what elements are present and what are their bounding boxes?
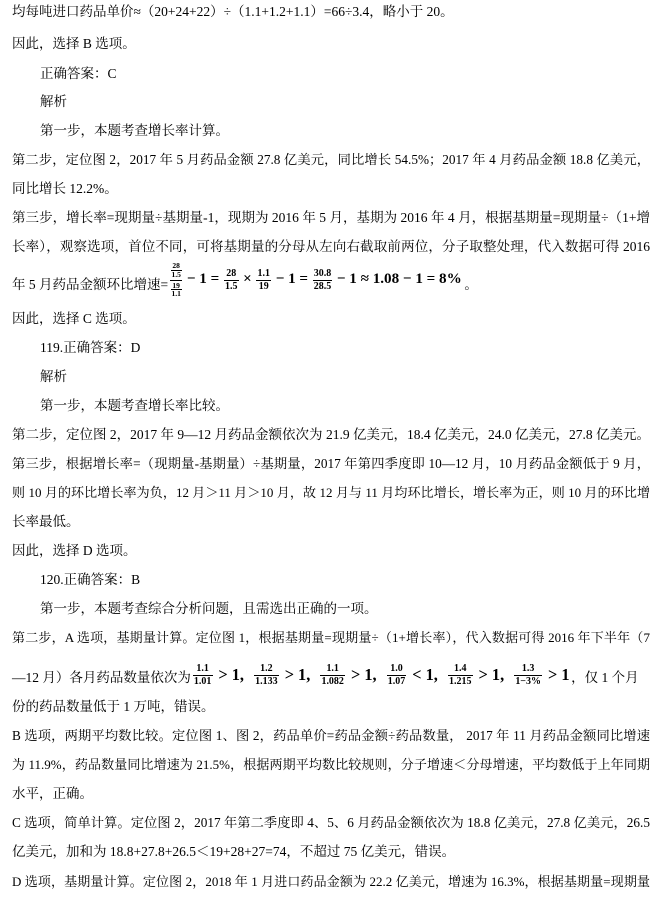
comparison: < 1,	[412, 664, 438, 684]
step-one-line: 第一步，本题考查增长率计算。	[40, 123, 229, 138]
fraction-denominator: 1.082	[321, 675, 344, 687]
fraction-numerator: 1.2	[254, 663, 279, 675]
step-three-continuation: 长率最低。	[12, 514, 80, 529]
option-a-line: 第二步，A 选项，基期量计算。定位图 1，根据基期量=现期量÷（1+增长率），代入数据可得 2016 年下半年（7	[12, 630, 650, 645]
comparison: > 1,	[218, 664, 245, 684]
formula-prefix: —12 月）各月药品数量依次为	[12, 670, 191, 685]
step-three-continuation: 长率），观察选项，首位不同，可将基期量的分母从左向右截取前两位，分子取整处理，代入数据可得 2016	[12, 239, 650, 254]
fraction	[514, 663, 542, 687]
conclusion-line: 因此，选择 D 选项。	[12, 543, 137, 558]
analysis-label: 解析	[40, 94, 67, 109]
fraction	[224, 268, 239, 292]
fraction	[254, 663, 279, 687]
answer-heading: 119.正确答案：D	[40, 340, 141, 355]
fraction-numerator: 1.1	[320, 663, 345, 675]
formula-result: − 1 ≈ 1.08 − 1 = 8%	[336, 271, 462, 288]
fraction-denominator: 1.07	[387, 675, 406, 687]
conclusion-line: 因此，选择 B 选项。	[12, 36, 136, 51]
fraction	[387, 663, 407, 687]
answer-heading: 120.正确答案：B	[40, 572, 141, 587]
multiply-operator: ×	[243, 271, 252, 288]
answer-heading: 正确答案：C	[40, 66, 117, 81]
step-two-continuation: 同比增长 12.2%。	[12, 181, 118, 196]
option-c-line: C 选项，简单计算。定位图 2，2017 年第二季度即 4、5、6 月药品金额依次为 18.8 亿美元，27.8 亿美元，26.5	[12, 815, 650, 830]
option-b-continuation: 为 11.9%，药品数量同比增速为 21.5%，根据两期平均数比较规则，分子增速＜分母增速，平均数低于上年同期	[12, 757, 650, 772]
inner-fraction	[171, 282, 182, 299]
formula-term	[385, 663, 446, 687]
nested-fraction-denominator	[170, 281, 182, 299]
formula-term	[191, 663, 252, 687]
comparison: > 1,	[284, 664, 311, 684]
fraction-numerator: 1.3	[514, 663, 542, 675]
growth-rate-formula-line	[12, 260, 650, 299]
formula-term	[512, 663, 571, 687]
base-quantity-formula	[191, 663, 571, 687]
comparison: > 1,	[350, 664, 377, 684]
fraction-denominator: 1.01	[193, 675, 212, 687]
fraction-numerator: 1.1	[193, 663, 213, 675]
fraction	[193, 663, 213, 687]
fraction	[448, 663, 473, 687]
fraction-denominator: 1.5	[224, 280, 238, 292]
nested-fraction-numerator	[170, 262, 182, 281]
formula-term	[318, 663, 384, 687]
fraction-numerator: 1.0	[387, 663, 407, 675]
option-a-continuation: 份的药品数量低于 1 万吨，错误。	[12, 699, 215, 714]
step-three-line: 第三步，增长率=现期量÷基期量-1，现期为 2016 年 5 月，基期为 2016 年 4 月，根据基期量=现期量÷（1+增	[12, 210, 650, 225]
option-b-line: B 选项，两期平均数比较。定位图 1、图 2，药品单价=药品金额÷药品数量， 2017 年 11 月药品金额同比增速	[12, 728, 650, 743]
step-three-line: 第三步，根据增长率=（现期量-基期量）÷基期量，2017 年第四季度即 10—12 月，10 月药品金额低于 9 月，	[12, 456, 650, 471]
formula-term	[252, 663, 318, 687]
fraction-denominator: 1−3%	[515, 675, 541, 687]
analysis-label: 解析	[40, 369, 67, 384]
fraction	[320, 663, 345, 687]
fraction	[256, 268, 271, 292]
unit-price-calculation-line: 均每吨进口药品单价≈（20+24+22）÷（1.1+1.2+1.1）=66÷3.4，略小于 20。	[12, 4, 454, 19]
step-three-continuation: 则 10 月的环比增长率为负，12 月＞11 月＞10 月，故 12 月与 11 月均环比增长，增长率为正，则 10 月的环比增	[12, 485, 650, 500]
comparison: > 1,	[478, 664, 505, 684]
formula-suffix: ，仅 1 个月	[571, 670, 639, 685]
step-one-line: 第一步，本题考查综合分析问题，且需选出正确的一项。	[40, 601, 378, 616]
option-d-line: D 选项，基期量计算。定位图 2，2018 年 1 月进口药品金额为 22.2 亿美元，增速为 16.3%，根据基期量=现期量	[12, 874, 650, 889]
option-b-continuation: 水平，正确。	[12, 786, 93, 801]
fraction-numerator: 1.1	[257, 268, 270, 280]
base-quantity-formula-line	[12, 658, 650, 692]
formula-operator: − 1 =	[186, 271, 220, 288]
fraction	[313, 268, 333, 292]
inner-fraction	[171, 262, 182, 279]
formula-term	[446, 663, 512, 687]
comparison: > 1	[548, 664, 570, 684]
fraction-numerator: 19	[172, 280, 180, 290]
formula-operator: − 1 =	[275, 271, 309, 288]
nested-fraction	[170, 262, 182, 299]
fraction-denominator: 1.1	[171, 289, 181, 299]
formula-suffix: 。	[464, 277, 478, 292]
fraction-numerator: 28	[172, 260, 180, 270]
option-c-continuation: 亿美元，加和为 18.8+27.8+26.5＜19+28+27=74，不超过 75 亿美元，错误。	[12, 844, 456, 859]
fraction-denominator: 19	[258, 280, 269, 292]
step-one-line: 第一步，本题考查增长率比较。	[40, 398, 229, 413]
fraction-denominator: 1.215	[449, 675, 472, 687]
fraction-numerator: 28	[224, 268, 239, 280]
fraction-denominator: 1.5	[171, 269, 181, 279]
step-two-line: 第二步，定位图 2，2017 年 5 月药品金额 27.8 亿美元，同比增长 54.5%；2017 年 4 月药品金额 18.8 亿美元，	[12, 152, 650, 167]
fraction-denominator: 1.133	[255, 675, 278, 687]
fraction-numerator: 1.4	[448, 663, 473, 675]
conclusion-line: 因此，选择 C 选项。	[12, 311, 136, 326]
growth-rate-formula	[168, 262, 464, 299]
formula-prefix: 年 5 月药品金额环比增速=	[12, 277, 169, 292]
step-two-line: 第二步，定位图 2，2017 年 9—12 月药品金额依次为 21.9 亿美元，18.4 亿美元，24.0 亿美元，27.8 亿美元。	[12, 427, 650, 442]
fraction-denominator: 28.5	[313, 280, 332, 292]
fraction-numerator: 30.8	[313, 268, 332, 280]
